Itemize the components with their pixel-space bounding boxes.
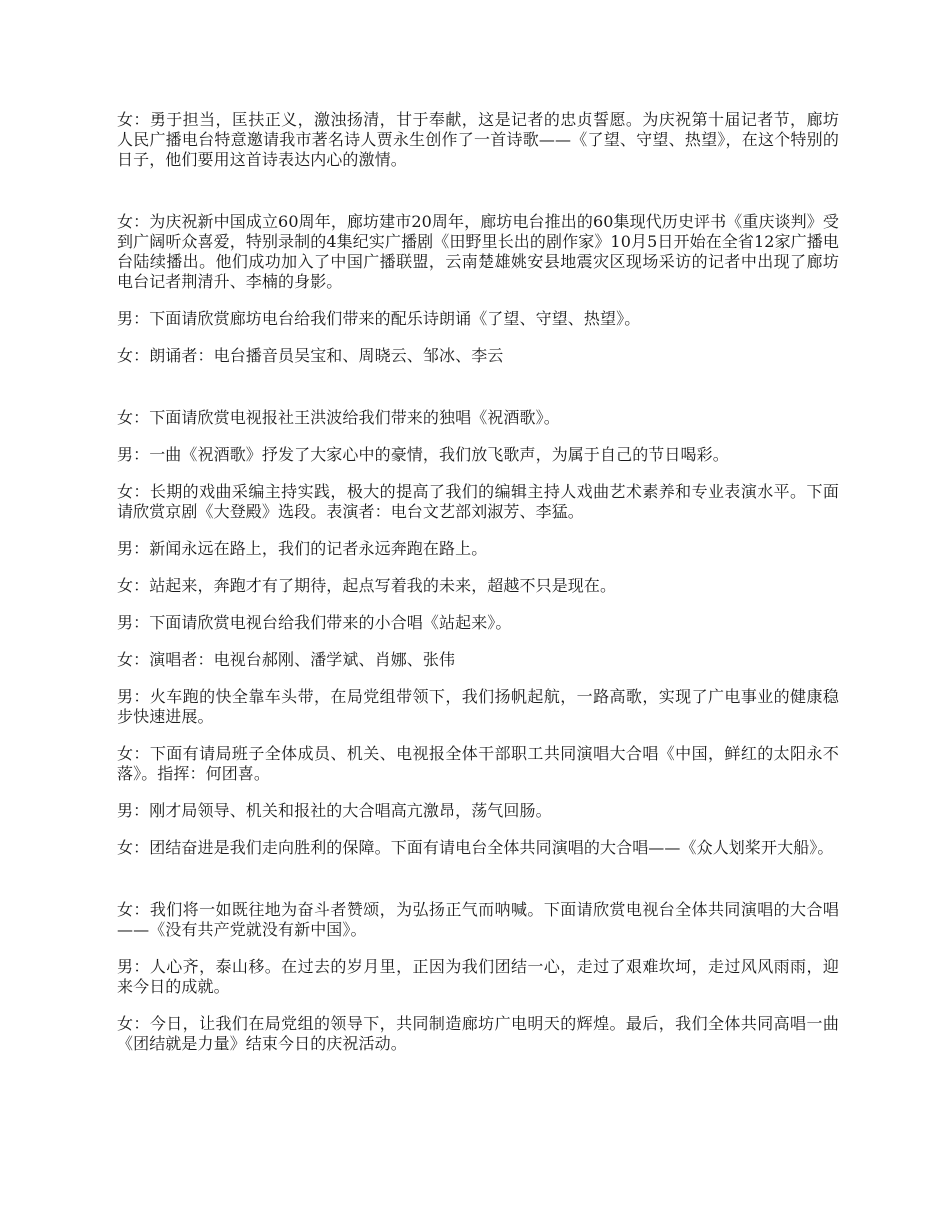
paragraph: 男：下面请欣赏廊坊电台给我们带来的配乐诗朗诵《了望、守望、热望》。 [117, 309, 641, 328]
paragraph: 男：下面请欣赏电视台给我们带来的小合唱《站起来》。 [117, 613, 512, 632]
paragraph: 男：一曲《祝酒歌》抒发了大家心中的豪情，我们放飞歌声，为属于自己的节日喝彩。 [117, 445, 729, 464]
paragraph: 男：火车跑的快全靠车头带，在局党组带领下，我们扬帆起航，一路高歌，实现了广电事业的健康稳步快速进展。 [117, 687, 839, 726]
paragraph: 男：刚才局领导、机关和报社的大合唱高亢激昂，荡气回肠。 [117, 801, 552, 820]
paragraph: 女：站起来，奔跑才有了期待，起点写着我的未来，超越不只是现在。 [117, 576, 617, 595]
paragraph: 女：演唱者：电视台郝刚、潘学斌、肖娜、张伟 [117, 650, 456, 669]
paragraph: 女：朗诵者：电台播音员吴宝和、周晓云、邹冰、李云 [117, 346, 504, 365]
paragraph: 女：长期的戏曲采编主持实践，极大的提高了我们的编辑主持人戏曲艺术素养和专业表演水平。下面请欣赏京剧《大登殿》选段。表演者：电台文艺部刘淑芳、李猛。 [117, 482, 839, 521]
paragraph: 女：下面有请局班子全体成员、机关、电视报全体干部职工共同演唱大合唱《中国，鲜红的太阳永不落》。指挥：何团喜。 [117, 744, 839, 783]
paragraph: 女：今日，让我们在局党组的领导下，共同制造廊坊广电明天的辉煌。最后，我们全体共同高唱一曲《团结就是力量》结束今日的庆祝活动。 [117, 1014, 839, 1053]
paragraph: 男：人心齐，泰山移。在过去的岁月里，正因为我们团结一心，走过了艰难坎坷，走过风风雨雨，迎来今日的成就。 [117, 957, 839, 996]
paragraph: 女：下面请欣赏电视报社王洪波给我们带来的独唱《祝酒歌》。 [117, 408, 560, 427]
paragraph: 男：新闻永远在路上，我们的记者永远奔跑在路上。 [117, 539, 488, 558]
paragraph: 女：勇于担当，匡扶正义，激浊扬清，甘于奉献，这是记者的忠贞誓愿。为庆祝第十届记者节，廊坊人民广播电台特意邀请我市著名诗人贾永生创作了一首诗歌——《了望、守望、热望》，在这个特别的日子，他们要用这首诗表达内心的激情。 [117, 110, 839, 169]
paragraph: 女：为庆祝新中国成立60周年，廊坊建市20周年，廊坊电台推出的60集现代历史评书《重庆谈判》受到广阔听众喜爱，特别录制的4集纪实广播剧《田野里长出的剧作家》10月5日开始在全省12家广播电台陆续播出。他们成功加入了中国广播联盟，云南楚雄姚安县地震灾区现场采访的记者中出现了廊坊电台记者荆清升、李楠的身影。 [117, 212, 839, 291]
paragraph: 女：团结奋进是我们走向胜利的保障。下面有请电台全体共同演唱的大合唱——《众人划桨开大船》。 [117, 838, 834, 857]
paragraph: 女：我们将一如既往地为奋斗者赞颂，为弘扬正气而呐喊。下面请欣赏电视台全体共同演唱的大合唱——《没有共产党就没有新中国》。 [117, 900, 839, 939]
document-body [117, 110, 839, 1054]
